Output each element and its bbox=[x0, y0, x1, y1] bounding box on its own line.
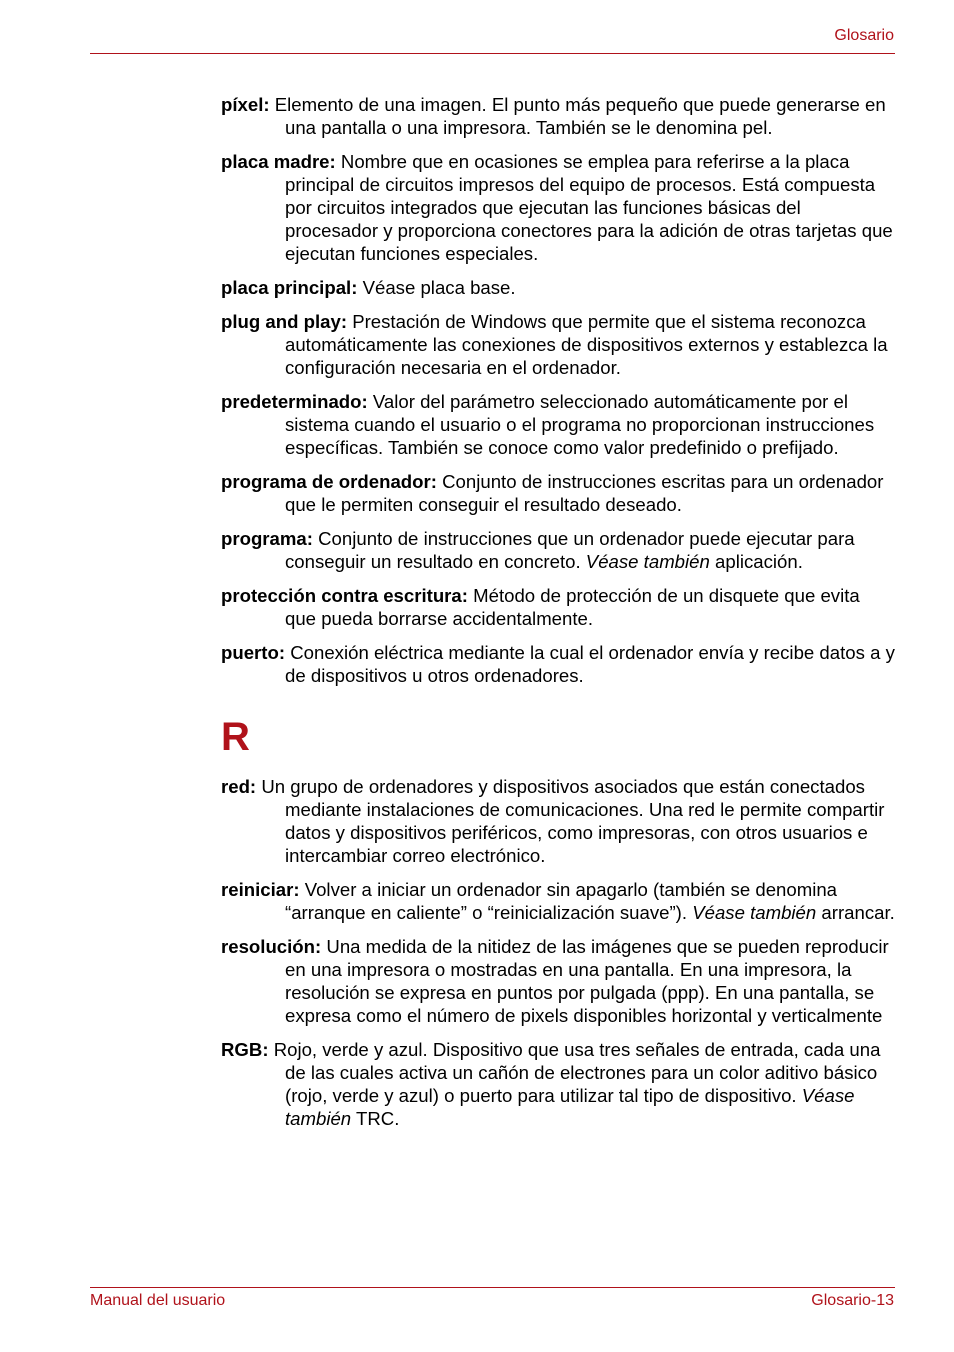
glossary-definition: Volver a iniciar un ordenador sin apagarlo (también se denomina “arranque en caliente” o “reinicialización suave”). bbox=[285, 879, 838, 923]
page-header-title: Glosario bbox=[834, 27, 894, 44]
see-also-label: Véase también bbox=[692, 902, 817, 923]
glossary-definition: Rojo, verde y azul. Dispositivo que usa tres señales de entrada, cada una de las cuales activa un cañón de electrones para un color aditivo básico (rojo, verde y azul) o puerto para utilizar tal tipo de dispositivo. bbox=[273, 1039, 881, 1106]
glossary-definition: Conexión eléctrica mediante la cual el ordenador envía y recibe datos a y de dispositivos u otros ordenadores. bbox=[285, 642, 895, 686]
section-letter-heading: R bbox=[221, 715, 250, 759]
footer-page-number: Glosario-13 bbox=[811, 1292, 894, 1309]
footer-divider bbox=[90, 1287, 895, 1288]
glossary-definition: Valor del parámetro seleccionado automáticamente por el sistema cuando el usuario o el programa no proporcionan instrucciones específicas. También se conoce como valor predefinido o prefijado. bbox=[285, 391, 875, 458]
see-also-label: Véase también bbox=[585, 551, 710, 572]
glossary-term: RGB: bbox=[221, 1039, 269, 1060]
glossary-definition: Método de protección de un disquete que evita que pueda borrarse accidentalmente. bbox=[285, 585, 860, 629]
see-also-target: aplicación. bbox=[715, 551, 803, 572]
glossary-definition: Conjunto de instrucciones que un ordenador puede ejecutar para conseguir un resultado en concreto. bbox=[285, 528, 855, 572]
glossary-definition: Una medida de la nitidez de las imágenes que se pueden reproducir en una impresora o mostradas en una pantalla. En una impresora, la resolución se expresa en puntos por pulgada (ppp). En una pantalla, se expresa como el número de pixels disponibles horizontal y verticalmente bbox=[285, 936, 889, 1026]
see-also-target: TRC. bbox=[356, 1108, 400, 1129]
glossary-definition: Prestación de Windows que permite que el sistema reconozca automáticamente las conexiones de dispositivos externos y establezca la configuración necesaria en el ordenador. bbox=[285, 311, 888, 378]
header-divider bbox=[90, 53, 895, 54]
see-also-label: Véase también bbox=[285, 1085, 855, 1129]
glossary-term: predeterminado: bbox=[221, 391, 368, 412]
glossary-term: programa: bbox=[221, 528, 313, 549]
footer-manual-title: Manual del usuario bbox=[90, 1292, 226, 1309]
glossary-term: programa de ordenador: bbox=[221, 471, 437, 492]
glossary-entry-proteccion-contra-escritura bbox=[221, 584, 895, 630]
glossary-definition: Elemento de una imagen. El punto más pequeño que puede generarse en una pantalla o una impresora. También se le denomina pel. bbox=[274, 94, 886, 138]
glossary-term: reiniciar: bbox=[221, 879, 300, 900]
glossary-entry-reiniciar bbox=[221, 878, 895, 924]
glossary-definition: Véase placa base. bbox=[362, 277, 516, 298]
glossary-term: placa madre: bbox=[221, 151, 336, 172]
glossary-term: puerto: bbox=[221, 642, 286, 663]
glossary-entry-programa-de-ordenador bbox=[221, 470, 895, 516]
glossary-entry-red bbox=[221, 775, 895, 867]
see-also-target: arrancar. bbox=[821, 902, 895, 923]
glossary-entry-puerto bbox=[221, 641, 895, 687]
glossary-definition: Un grupo de ordenadores y dispositivos asociados que están conectados mediante instalaciones de comunicaciones. Una red le permite compartir datos y dispositivos periféricos, como impresoras, con otros usuarios e intercambiar correo electrónico. bbox=[261, 776, 885, 866]
glossary-entry-placa-principal bbox=[221, 276, 895, 299]
glossary-entry-predeterminado bbox=[221, 390, 895, 459]
glossary-term: plug and play: bbox=[221, 311, 348, 332]
glossary-entry-plug-and-play bbox=[221, 310, 895, 379]
glossary-entry-placa-madre bbox=[221, 150, 895, 265]
glossary-entry-pixel bbox=[221, 93, 895, 139]
glossary-definition: Conjunto de instrucciones escritas para un ordenador que le permiten conseguir el resultado deseado. bbox=[285, 471, 884, 515]
glossary-content bbox=[221, 93, 895, 1141]
glossary-entry-rgb bbox=[221, 1038, 895, 1130]
glossary-entry-resolucion bbox=[221, 935, 895, 1027]
glossary-term: protección contra escritura: bbox=[221, 585, 468, 606]
glossary-definition: Nombre que en ocasiones se emplea para referirse a la placa principal de circuitos impresos del equipo de procesos. Está compuesta por circuitos integrados que ejecutan las funciones básicas del procesador y proporciona conectores para la adición de otras tarjetas que ejecutan funciones especiales. bbox=[285, 151, 893, 264]
glossary-term: píxel: bbox=[221, 94, 270, 115]
glossary-term: red: bbox=[221, 776, 257, 797]
glossary-entry-programa bbox=[221, 527, 895, 573]
glossary-term: placa principal: bbox=[221, 277, 358, 298]
glossary-term: resolución: bbox=[221, 936, 322, 957]
